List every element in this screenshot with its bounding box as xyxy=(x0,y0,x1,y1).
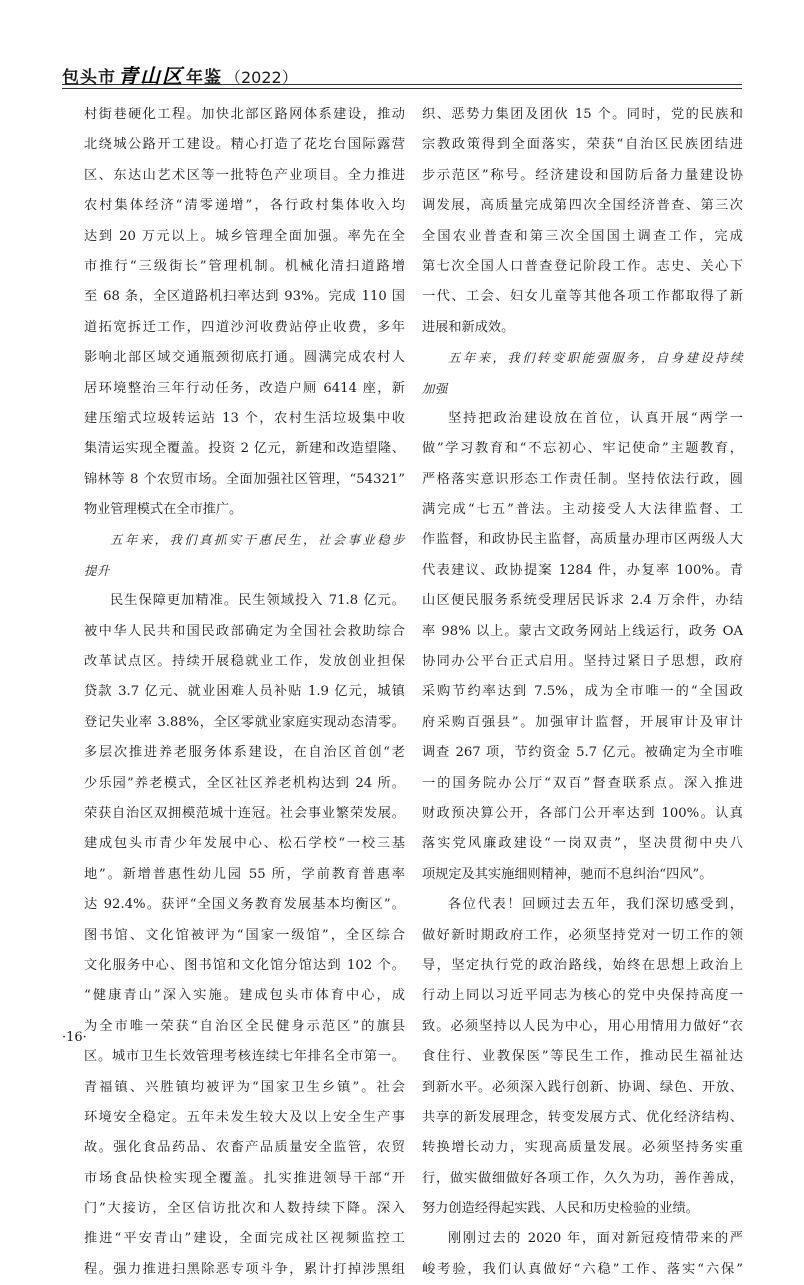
text-line: 进展和新成效。 xyxy=(422,319,515,335)
text-line: 调查 267 项，节约资金 5.7 亿元。被确定为全市唯 xyxy=(422,745,743,761)
text-line: 项规定及其实施细则精神，驰而不息纠治“四风”。 xyxy=(422,866,713,882)
text-line: 作监督，和政协民主监督，高质量办理市区两级人大 xyxy=(422,532,743,548)
text-line: 食住行、业教保医”等民生工作，推动民生福祉达 xyxy=(422,1049,743,1065)
text-line: 民生保障更加精准。民生领域投入 71.8 亿元。 xyxy=(110,593,405,609)
header-yearbook: 年鉴 xyxy=(186,68,222,88)
section-subheading-line: 五年来，我们真抓实干惠民生，社会事业稳步 xyxy=(110,532,405,548)
text-line: 刚刚过去的 2020 年，面对新冠疫情带来的严 xyxy=(448,1231,743,1247)
text-line: 满完成“七五”普法。主动接受人大法律监督、工 xyxy=(422,502,743,518)
text-line: 山区便民服务系统受理居民诉求 2.4 万余件，办结 xyxy=(422,593,743,609)
text-line: 为全市唯一荣获“自治区全民健身示范区”的旗县 xyxy=(84,1018,405,1034)
text-line: 做好新时期政府工作，必须坚持党对一切工作的领 xyxy=(422,927,743,943)
text-line: 村街巷硬化工程。加快北部区路网体系建设，推动 xyxy=(84,107,405,122)
text-line: 建压缩式垃圾转运站 13 个，农村生活垃圾集中收 xyxy=(84,410,405,426)
text-line: 推进“平安青山”建设，全面完成社区视频监控工 xyxy=(84,1231,405,1247)
text-line: 一的国务院办公厅“双百”督查联系点。深入推进 xyxy=(422,775,743,791)
text-line: 协同办公平台正式启用。坚持过紧日子思想，政府 xyxy=(422,654,743,670)
text-line: 区、东达山艺术区等一批特色产业项目。全力推进 xyxy=(84,167,405,183)
text-line: 道拓宽拆迁工作，四道沙河收费站停止收费，多年 xyxy=(84,319,405,335)
text-line: 峻考验，我们认真做好“六稳”工作、落实“六保” xyxy=(422,1261,743,1277)
text-line: 严格落实意识形态工作责任制。坚持依法行政，圆 xyxy=(422,471,743,487)
text-line: 行动上同以习近平同志为核心的党中央保持高度一 xyxy=(422,988,743,1004)
text-line: 落实党风廉政建设“一岗双责”，坚决贯彻中央八 xyxy=(422,836,743,852)
header-year: （2022） xyxy=(225,68,298,87)
text-line: 致。必须坚持以人民为中心，用心用情用力做好“衣 xyxy=(422,1018,743,1034)
text-line: 文化服务中心、图书馆和文化馆分馆达到 102 个。 xyxy=(84,957,405,973)
text-line: 行，做实做细做好各项工作，久久为功，善作善成， xyxy=(422,1170,743,1186)
text-line: 府采购百强县”。加强审计监督，开展审计及审计 xyxy=(422,714,743,730)
text-line: 青福镇、兴胜镇均被评为“国家卫生乡镇”。社会 xyxy=(84,1079,405,1095)
text-line: 率 98% 以上。蒙古文政务网站上线运行，政务 OA xyxy=(422,623,743,639)
text-line: 门”大接访，全区信访批次和人数持续下降。深入 xyxy=(84,1201,405,1217)
text-line: 织、恶势力集团及团伙 15 个。同时，党的民族和 xyxy=(422,107,743,122)
left-text-column xyxy=(84,100,405,1277)
text-line: 改革试点区。持续开展稳就业工作，发放创业担保 xyxy=(84,654,405,670)
text-line: 做”学习教育和“不忘初心、牢记使命”主题教育， xyxy=(422,441,743,457)
text-line: 多层次推进养老服务体系建设，在自治区首创“老 xyxy=(84,745,405,761)
text-line: “健康青山”深入实施。建成包头市体育中心，成 xyxy=(84,988,405,1004)
page-number: ·16· xyxy=(62,1030,87,1045)
text-line: 一代、工会、妇女儿童等其他各项工作都取得了新 xyxy=(422,289,743,305)
header-rule-top xyxy=(62,84,742,85)
header-city: 包头市 xyxy=(62,68,116,88)
text-line: 物业管理模式在全市推广。 xyxy=(84,502,243,518)
text-line: 农村集体经济“清零递增”，各行政村集体收入均 xyxy=(84,198,405,214)
text-line: 锦林等 8 个农贸市场。全面加强社区管理，“54321” xyxy=(84,471,405,487)
text-line: 荣获自治区双拥模范城十连冠。社会事业繁荣发展。 xyxy=(84,805,405,821)
text-line: 集清运实现全覆盖。投资 2 亿元，新建和改造望隆、 xyxy=(84,441,405,457)
text-line: 被中华人民共和国民政部确定为全国社会救助综合 xyxy=(84,623,405,639)
text-line: 程。强力推进扫黑除恶专项斗争，累计打掉涉黑组 xyxy=(84,1261,405,1277)
text-line: 各位代表！回顾过去五年，我们深切感受到， xyxy=(448,897,743,913)
text-line: 区。城市卫生长效管理考核连续七年排名全市第一。 xyxy=(84,1049,405,1065)
text-line: 市推行“三级街长”管理机制。机械化清扫道路增 xyxy=(84,258,405,274)
right-text-column xyxy=(422,100,743,1277)
text-line: 影响北部区域交通瓶颈彻底打通。圆满完成农村人 xyxy=(84,350,405,366)
text-line: 调发展，高质量完成第四次全国经济普查、第三次 xyxy=(422,198,743,214)
text-line: 共享的新发展理念，转变发展方式、优化经济结构、 xyxy=(422,1109,743,1125)
text-line: 导，坚定执行党的政治路线，始终在思想上政治上 xyxy=(422,957,743,973)
text-line: 努力创造经得起实践、人民和历史检验的业绩。 xyxy=(422,1201,699,1217)
section-subheading-line: 加强 xyxy=(422,380,448,396)
text-line: 第七次全国人口普查登记阶段工作。志史、关心下 xyxy=(422,258,743,274)
text-line: 财政预决算公开，各部门公开率达到 100%。认真 xyxy=(422,805,743,821)
text-line: 地”。新增普惠性幼儿园 55 所，学前教育普惠率 xyxy=(84,866,405,882)
text-line: 居环境整治三年行动任务，改造户厕 6414 座，新 xyxy=(84,380,405,396)
text-line: 达 92.4%。获评“全国义务教育发展基本均衡区”。 xyxy=(84,897,405,913)
text-line: 到新水平。必须深入践行创新、协调、绿色、开放、 xyxy=(422,1079,743,1095)
text-line: 故。强化食品药品、农畜产品质量安全监管，农贸 xyxy=(84,1140,405,1156)
text-line: 坚持把政治建设放在首位，认真开展“两学一 xyxy=(448,410,743,426)
section-subheading-line: 五年来，我们转变职能强服务，自身建设持续 xyxy=(448,350,743,366)
text-line: 少乐园”养老模式，全区社区养老机构达到 24 所。 xyxy=(84,775,405,791)
text-line: 登记失业率 3.88%，全区零就业家庭实现动态清零。 xyxy=(84,714,405,730)
text-line: 采购节约率达到 7.5%，成为全市唯一的“全国政 xyxy=(422,684,743,700)
text-line: 转换增长动力，实现高质量发展。必须坚持务实重 xyxy=(422,1140,743,1156)
text-line: 代表建议、政协提案 1284 件，办复率 100%。青 xyxy=(422,562,743,578)
text-line: 市场食品快检实现全覆盖。扎实推进领导干部“开 xyxy=(84,1170,405,1186)
text-line: 建成包头市青少年发展中心、松石学校“一校三基 xyxy=(84,836,405,852)
text-line: 贷款 3.7 亿元、就业困难人员补贴 1.9 亿元，城镇 xyxy=(84,684,405,700)
text-line: 图书馆、文化馆被评为“国家一级馆”，全区综合 xyxy=(84,927,405,943)
text-line: 环境安全稳定。五年未发生较大及以上安全生产事 xyxy=(84,1109,405,1125)
text-line: 宗教政策得到全面落实，荣获“自治区民族团结进 xyxy=(422,137,743,153)
text-line: 至 68 条，全区道路机扫率达到 93%。完成 110 国 xyxy=(84,289,405,305)
section-subheading-line: 提升 xyxy=(84,562,110,578)
header-rule-bottom xyxy=(62,88,742,89)
header-district-logo: 青山区 xyxy=(118,64,184,88)
text-line: 达到 20 万元以上。城乡管理全面加强。率先在全 xyxy=(84,228,405,244)
text-line: 北绕城公路开工建设。精心打造了花圪台国际露营 xyxy=(84,137,405,153)
text-line: 步示范区”称号。经济建设和国防后备力量建设协 xyxy=(422,167,743,183)
text-line: 全国农业普查和第三次全国国土调查工作，完成 xyxy=(422,228,743,244)
